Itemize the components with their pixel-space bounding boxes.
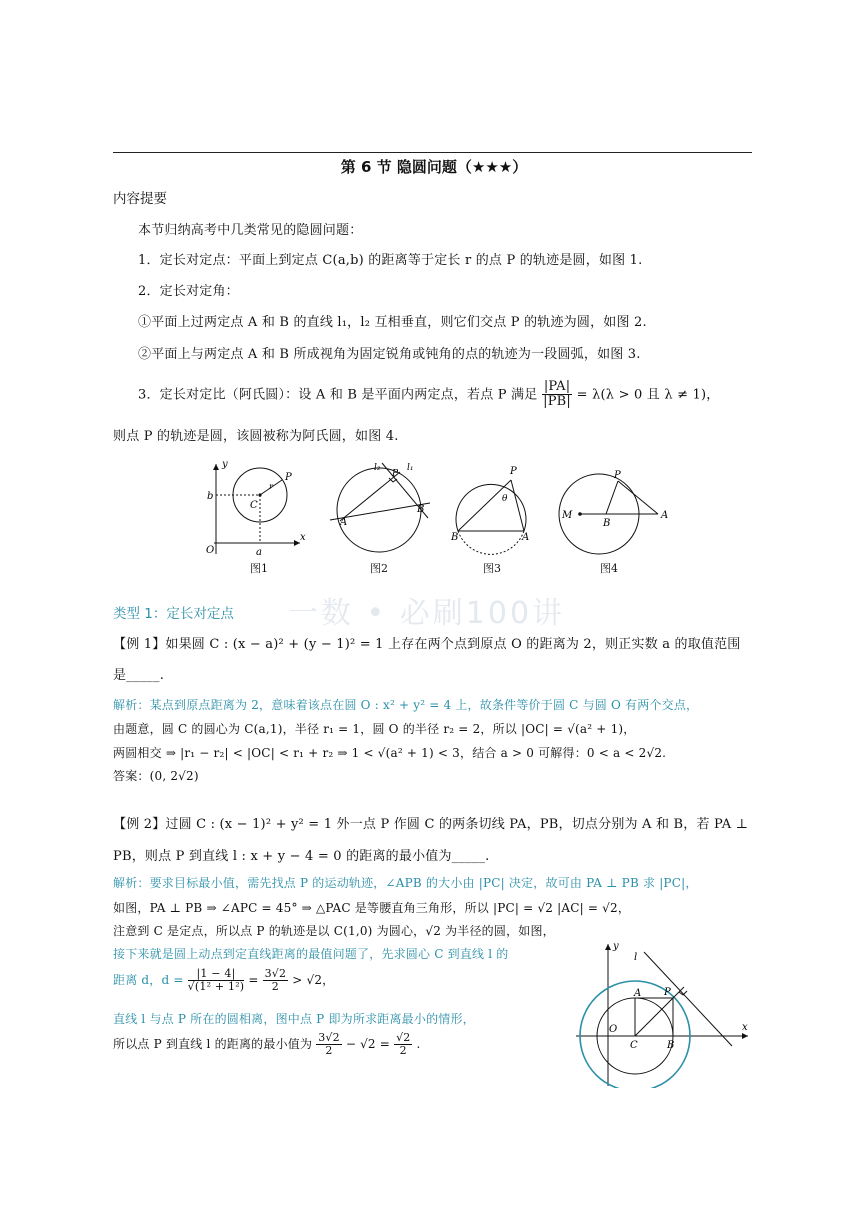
ex2-label-x: x	[742, 1022, 748, 1033]
example2-solution-line4: 接下来就是圆上动点到定直线距离的最值问题了，先求圆心 C 到直线 l 的	[113, 947, 509, 961]
fig3-line-PA	[511, 480, 524, 531]
type1-heading: 类型 1：定长对定点	[113, 606, 234, 622]
ex2-line-CP	[635, 998, 673, 1036]
summary-point-3-condition: = λ(λ > 0 且 λ ≠ 1)，	[576, 387, 720, 403]
example2-solution-line6: 直线 l 与点 P 所在的圆相离，图中点 P 即为所求距离最小的情形，	[113, 1012, 475, 1026]
ratio-fraction	[542, 380, 573, 410]
fig1-label-a: a	[256, 547, 262, 558]
fig1-label-b: b	[207, 491, 214, 502]
fig2-circle	[337, 468, 421, 552]
summary-point-3-text: 3．定长对定比（阿氏圆）：设 A 和 B 是平面内两定点，若点 P 满足	[138, 387, 538, 403]
example2-solution-line7	[113, 1032, 421, 1057]
figure-3	[448, 458, 538, 558]
min-fraction-1-denominator: 2	[325, 1044, 333, 1058]
distance-value-denominator: 2	[271, 980, 279, 994]
distance-denominator: √(1² + 1²)	[187, 980, 245, 994]
fig3-label-A: A	[522, 532, 530, 543]
example1-solution-line2: 由题意，圆 C 的圆心为 C(a,1)，半径 r₁ = 1，圆 O 的半径 r₂ = 2，所以 |OC| = √(a² + 1)，	[113, 722, 636, 736]
summary-heading: 内容提要	[113, 191, 167, 207]
summary-point-2a: ①平面上过两定点 A 和 B 的直线 l₁，l₂ 互相垂直，则它们交点 P 的轨迹为圆，如图 2.	[138, 315, 647, 330]
header-rule	[113, 152, 752, 153]
watermark: 一数 • 必刷100讲	[288, 596, 566, 631]
min-fraction-1	[316, 1032, 342, 1057]
figure-4	[554, 458, 672, 558]
fig2-label-P: P	[392, 469, 399, 479]
example2-question-line1: 【例 2】过圆 C : (x − 1)² + y² = 1 外一点 P 作圆 C 的两条切线 PA，PB，切点分别为 A 和 B，若 PA ⊥	[113, 817, 749, 832]
fig2-caption: 图2	[370, 562, 388, 575]
fig4-line-PB	[606, 481, 618, 514]
ex2-y-arrow	[605, 944, 611, 950]
distance-value-numerator: 3√2	[264, 967, 287, 980]
fig2-label-l2: l₂	[374, 463, 381, 473]
example1-solution-line3: 两圆相交 ⇒ |r₁ − r₂| < |OC| < r₁ + r₂ ⇒ 1 < √(a² + 1) < 3，结合 a > 0 可解得：0 < a < 2√2.	[113, 746, 667, 760]
summary-point-2b: ②平面上与两定点 A 和 B 所成视角为固定锐角或钝角的点的轨迹为一段圆弧，如图 3.	[138, 347, 641, 362]
ex2-label-l: l	[634, 952, 638, 963]
ex2-line-l	[644, 952, 732, 1046]
summary-intro: 本节归纳高考中几类常见的隐圆问题：	[138, 223, 363, 238]
fig3-line-PB	[458, 480, 511, 531]
figure-1	[196, 458, 308, 558]
fig1-label-x: x	[300, 532, 306, 543]
fig1-label-P: P	[285, 472, 292, 483]
example2-solution-line2: 如图，PA ⊥ PB ⇒ ∠APC = 45° ⇒ △PAC 是等腰直角三角形，所以 |PC| = √2 |AC| = √2，	[113, 901, 631, 915]
summary-point-2: 2．定长对定角：	[138, 284, 239, 299]
fig3-dashed-arc	[458, 531, 524, 554]
example2-solution-line3: 注意到 C 是定点，所以点 P 的轨迹是以 C(1,0) 为圆心，√2 为半径的圆，如图，	[113, 924, 555, 938]
distance-label: 距离 d，d =	[113, 973, 184, 988]
fig2-label-A: A	[340, 517, 348, 528]
ex2-label-A: A	[634, 988, 642, 999]
ex2-label-O: O	[609, 1024, 618, 1035]
example2-question-line2: PB，则点 P 到直线 l : x + y − 4 = 0 的距离的最小值为_____.	[113, 849, 490, 864]
min-fraction-2	[394, 1032, 412, 1057]
fig4-point-M	[578, 512, 582, 516]
fig4-caption: 图4	[600, 562, 618, 575]
min-fraction-1-numerator: 3√2	[318, 1031, 340, 1044]
ex2-label-B: B	[667, 1040, 675, 1051]
fig3-arc	[456, 484, 526, 531]
fig4-label-M: M	[562, 510, 573, 521]
min-fraction-2-denominator: 2	[399, 1044, 407, 1058]
fig1-label-r: r	[269, 482, 273, 491]
page-title: 第 6 节 隐圆问题（★★★）	[340, 158, 528, 176]
fig4-label-P: P	[614, 470, 621, 481]
fig1-caption: 图1	[250, 562, 268, 575]
distance-equals: =	[248, 973, 259, 988]
distance-numerator: |1 − 4|	[188, 968, 245, 981]
ex2-label-P: P	[664, 987, 671, 998]
ex2-label-y: y	[613, 941, 619, 952]
min-distance-label: 所以点 P 到直线 l 的距离的最小值为	[113, 1037, 313, 1052]
example1-answer: 答案：(0, 2√2)	[113, 769, 199, 783]
summary-point-1: 1．定长对定点：平面上到定点 C(a,b) 的距离等于定长 r 的点 P 的轨迹是圆，如图 1.	[138, 253, 643, 268]
fig3-caption: 图3	[483, 562, 501, 575]
summary-point-3	[138, 380, 719, 410]
fig4-line-PA	[618, 481, 658, 514]
fig1-y-arrow	[213, 464, 219, 470]
fig2-label-l1: l₁	[407, 463, 414, 473]
fig1-label-y: y	[222, 459, 228, 470]
min-period: .	[416, 1037, 421, 1052]
figure-2	[326, 458, 432, 558]
fig1-label-O: O	[206, 545, 215, 556]
example1-solution-line1: 解析：某点到原点距离为 2，意味着该点在圆 O : x² + y² = 4 上，故条件等价于圆 C 与圆 O 有两个交点，	[113, 698, 699, 712]
fig3-label-P: P	[510, 466, 517, 477]
min-minus: − √2 =	[345, 1037, 391, 1052]
fig3-label-B: B	[451, 532, 459, 543]
distance-compare: > √2，	[292, 973, 335, 988]
example2-figure	[572, 938, 752, 1088]
ex2-x-arrow	[742, 1033, 748, 1039]
fig4-label-A: A	[661, 510, 669, 521]
summary-point-3-continued: 则点 P 的轨迹是圆，该圆被称为阿氏圆，如图 4.	[113, 429, 399, 444]
fig4-label-B: B	[603, 518, 611, 529]
example2-solution-line5	[113, 968, 334, 993]
distance-fraction	[188, 968, 245, 993]
ratio-numerator: |PA|	[543, 379, 571, 394]
distance-value-fraction	[263, 968, 289, 993]
ratio-denominator: |PB|	[543, 394, 571, 410]
example1-question-line2: 是_____.	[113, 668, 165, 683]
fig1-label-C: C	[250, 500, 258, 511]
fig3-label-theta: θ	[502, 494, 508, 504]
fig2-label-B: B	[417, 504, 425, 515]
min-fraction-2-numerator: √2	[396, 1031, 411, 1044]
example2-solution-line1: 解析：要求目标最小值，需先找点 P 的运动轨迹，∠APB 的大小由 |PC| 决定，故可由 PA ⊥ PB 求 |PC|，	[113, 876, 698, 890]
fig1-center-dot	[258, 493, 261, 496]
example1-question-line1: 【例 1】如果圆 C : (x − a)² + (y − 1)² = 1 上存在两个点到原点 O 的距离为 2，则正实数 a 的取值范围	[113, 637, 741, 652]
ex2-label-C: C	[630, 1040, 638, 1051]
